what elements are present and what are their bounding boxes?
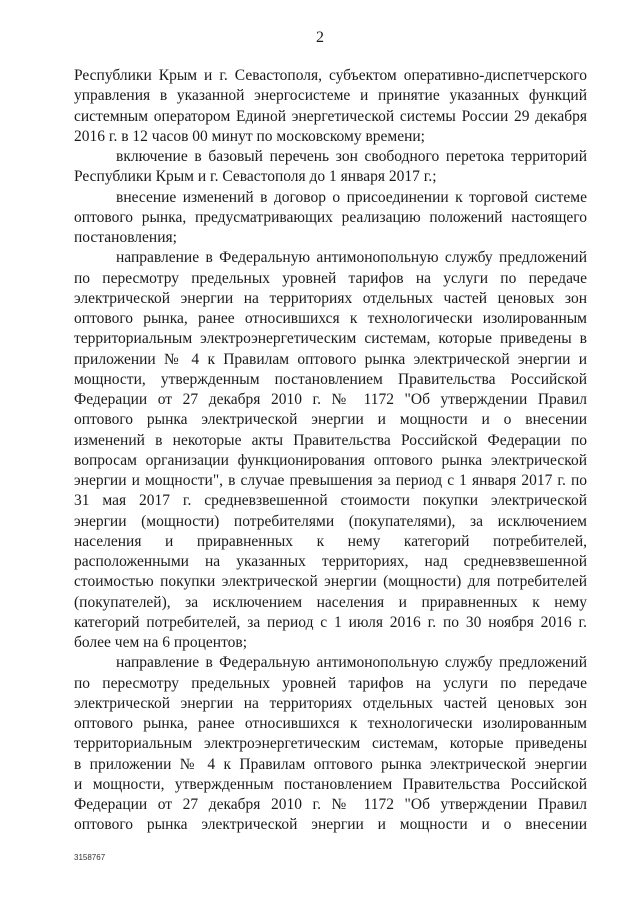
- text-line: территориальным электроэнергетическим системам, которые приведены в: [74, 330, 587, 348]
- text-line: включение в базовый перечень зон свободного перетока территорий: [116, 148, 587, 165]
- text-line: приложении № 4 к Правилам оптового рынка электрической энергии и: [74, 350, 587, 368]
- paragraph-continuation: [74, 66, 587, 147]
- text-line: мощности, утвержденным постановлением Правительства Российской: [74, 370, 587, 388]
- text-line: внесение изменений в договор о присоединении к торговой системе: [116, 188, 587, 206]
- text-line: оптового рынка электрической энергии и мощности и о внесении: [74, 411, 587, 429]
- text-line: электрической энергии на территориях отдельных частей ценовых зон: [74, 289, 587, 307]
- paragraph-accession-agreement: [74, 188, 587, 249]
- text-line: постановления;: [74, 229, 177, 246]
- text-line: населения и приравненных к нему категорий потребителей,: [74, 532, 587, 550]
- text-line: энергии (мощности) потребителями (покупателями), за исключением: [74, 512, 587, 530]
- text-line: более чем на 6 процентов;: [74, 634, 248, 651]
- text-line: (покупателей), за исключением населения и приравненных к нему: [74, 593, 587, 611]
- text-line: 2016 г. в 12 часов 00 минут по московскому времени;: [74, 127, 425, 145]
- text-line: оптового рынка, ранее относившихся к технологически изолированным: [74, 715, 587, 732]
- text-line: Федерации от 27 декабря 2010 г. № 1172 "Об утверждении Правил: [74, 796, 587, 813]
- text-line: управления в указанной энергосистеме и принятие указанных функций: [74, 87, 587, 105]
- text-line: электрической энергии на территориях отдельных частей ценовых зон: [74, 694, 587, 712]
- text-line: Федерации от 27 декабря 2010 г. № 1172 "Об утверждении Правил: [74, 391, 587, 408]
- document-body: [74, 66, 587, 836]
- page-number: 2: [316, 29, 324, 46]
- text-line: энергии и мощности", в случае превышения за период с 1 января 2017 г. по: [74, 472, 587, 489]
- text-line: направление в Федеральную антимонопольную службу предложений: [116, 249, 587, 267]
- document-code: 3158767: [74, 853, 106, 862]
- text-line: направление в Федеральную антимонопольную службу предложений: [116, 654, 587, 672]
- text-line: категорий потребителей, за период с 1 июля 2016 г. по 30 ноября 2016 г.: [74, 613, 587, 631]
- text-line: по пересмотру предельных уровней тарифов на услуги по передаче: [74, 269, 587, 287]
- text-line: Республики Крым и г. Севастополя, субъектом оперативно-диспетчерского: [74, 67, 587, 84]
- text-line: и мощности, утвержденным постановлением Правительства Российской: [74, 775, 587, 793]
- text-line: изменений в некоторые акты Правительства Российской Федерации по: [74, 431, 587, 449]
- text-line: 31 мая 2017 г. средневзвешенной стоимости покупки электрической: [74, 492, 587, 510]
- paragraph-free-flow-zones: [74, 147, 587, 188]
- paragraph-fas-proposals-1: [74, 248, 587, 653]
- text-line: Республики Крым и г. Севастополя до 1 января 2017 г.;: [74, 168, 437, 186]
- text-line: системным оператором Единой энергетической системы России 29 декабря: [74, 107, 587, 125]
- text-line: в приложении № 4 к Правилам оптового рынка электрической энергии: [74, 755, 587, 773]
- text-line: по пересмотру предельных уровней тарифов на услуги по передаче: [74, 674, 587, 692]
- text-line: оптового рынка электрической энергии и мощности и о внесении: [74, 816, 587, 834]
- text-line: территориальным электроэнергетическим системам, которые приведены: [74, 735, 587, 753]
- text-line: оптового рынка, ранее относившихся к технологически изолированным: [74, 310, 587, 327]
- paragraph-fas-proposals-2: [74, 653, 587, 835]
- text-line: стоимостью покупки электрической энергии (мощности) для потребителей: [74, 573, 587, 591]
- text-line: оптового рынка, предусматривающих реализацию положений настоящего: [74, 208, 587, 226]
- text-line: вопросам организации функционирования оптового рынка электрической: [74, 451, 587, 469]
- text-line: расположенными на указанных территориях, над средневзвешенной: [74, 553, 587, 570]
